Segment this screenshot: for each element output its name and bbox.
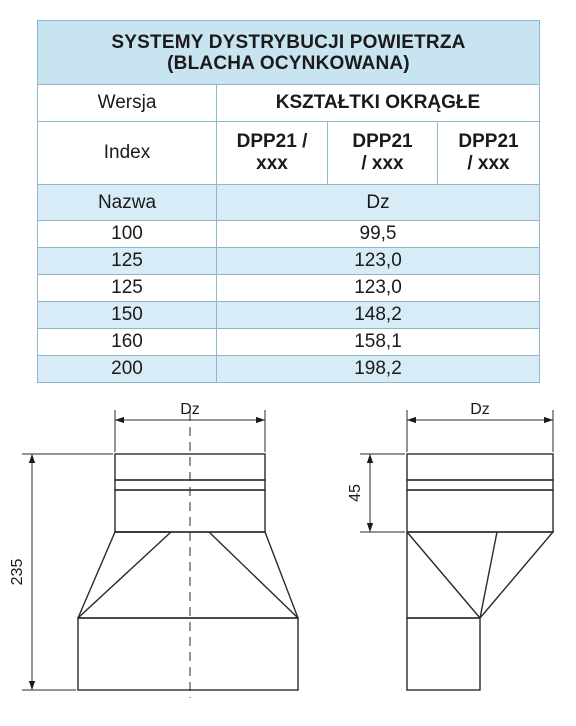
right-height-label: 45: [347, 484, 364, 502]
left-height-label: 235: [9, 558, 26, 586]
nazwa-cell: 150: [38, 302, 217, 329]
table-row: [38, 302, 540, 329]
dz-cell: 148,2: [217, 302, 540, 329]
left-fitting: [22, 410, 298, 698]
nazwa-cell: 160: [38, 329, 217, 356]
left-cone: [78, 532, 298, 618]
index-cell-2-line1: DPP21: [352, 131, 413, 152]
right-neck: [407, 490, 553, 532]
table-title: [38, 21, 540, 85]
nazwa-cell: 125: [38, 248, 217, 275]
index-cell-1-line1: DPP21 /: [236, 131, 308, 152]
dz-cell: 158,1: [217, 329, 540, 356]
dz-cell: 123,0: [217, 275, 540, 302]
dz-cell: 198,2: [217, 356, 540, 383]
left-dz-label: Dz: [180, 401, 200, 418]
index-cell-2-line2: / xxx: [361, 153, 404, 174]
left-base: [78, 618, 298, 690]
index-cell-3-line2: / xxx: [467, 153, 510, 174]
index-cell-3-line1: DPP21: [458, 131, 519, 152]
spec-table: [37, 20, 540, 383]
right-base: [407, 618, 480, 690]
index-cell-1-line2: xxx: [256, 153, 288, 174]
table-row: [38, 221, 540, 248]
wersja-label: Wersja: [38, 85, 217, 122]
table-title-line1: SYSTEMY DYSTRYBUCJI POWIETRZA: [111, 31, 466, 53]
table-row: [38, 329, 540, 356]
table-row: [38, 248, 540, 275]
nazwa-cell: 100: [38, 221, 217, 248]
index-cell-2: [328, 122, 438, 185]
table-title-line2: (BLACHA OCYNKOWANA): [167, 52, 410, 74]
right-cone: [407, 532, 553, 618]
dz-cell: 99,5: [217, 221, 540, 248]
index-cell-1: [217, 122, 328, 185]
right-collar-band: [407, 480, 553, 490]
technical-drawing: [0, 386, 576, 722]
table-row: [38, 356, 540, 383]
right-collar-top: [407, 454, 553, 480]
index-label: Index: [38, 122, 217, 185]
index-cell-3: [438, 122, 540, 185]
wersja-value: KSZTAŁTKI OKRĄGŁE: [217, 85, 540, 122]
table-row: [38, 275, 540, 302]
dz-cell: 123,0: [217, 248, 540, 275]
right-dz-label: Dz: [470, 401, 490, 418]
nazwa-label: Nazwa: [38, 185, 217, 221]
nazwa-cell: 125: [38, 275, 217, 302]
dz-label: Dz: [217, 185, 540, 221]
right-fitting: [360, 410, 553, 690]
nazwa-cell: 200: [38, 356, 217, 383]
